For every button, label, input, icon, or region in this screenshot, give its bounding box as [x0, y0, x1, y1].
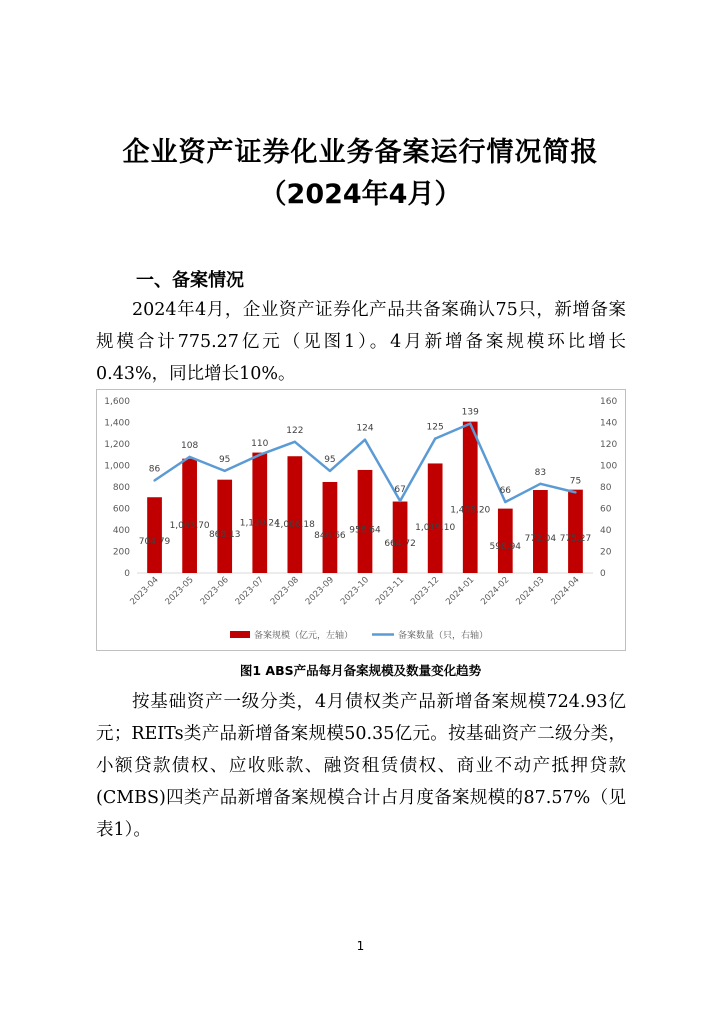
page-number: 1 [356, 939, 365, 953]
line-point [504, 501, 506, 503]
bar [428, 463, 443, 573]
y-left-tick-label: 0 [124, 569, 130, 579]
bar-data-label: 772.04 [524, 534, 557, 545]
x-tick-label: 2023-06 [198, 575, 231, 608]
line-point [364, 439, 366, 441]
x-axis-labels [128, 575, 581, 607]
line-point [434, 437, 436, 439]
bar [463, 422, 478, 573]
y-left-tick-label: 200 [112, 547, 130, 558]
bar [568, 490, 583, 573]
x-tick-label: 2024-02 [479, 575, 512, 608]
figure-caption: 图1 ABS产品每月备案规模及数量变化趋势 [239, 663, 482, 678]
line-point [574, 491, 576, 493]
bar-data-label: 1,063.70 [169, 520, 210, 531]
line-data-label: 139 [461, 407, 479, 418]
bar [182, 459, 197, 573]
y-right-tick-label: 160 [600, 397, 618, 407]
y-left-tick-label: 1,000 [104, 461, 130, 472]
y-left-tick-label: 1,400 [104, 418, 130, 429]
line-data-label: 67 [394, 484, 406, 495]
y-left-tick-label: 400 [112, 526, 130, 536]
line-data-label: 125 [426, 422, 444, 433]
line-data-label: 66 [499, 486, 512, 497]
legend-bar-label: 备案规模（亿元，左轴） [254, 631, 354, 641]
line-data-label: 110 [251, 438, 269, 449]
bar [252, 453, 267, 573]
x-tick-label: 2023-07 [233, 575, 266, 608]
bar-data-label: 1,019.10 [415, 522, 456, 533]
x-tick-label: 2023-09 [303, 575, 337, 608]
bar-data-label: 775.27 [559, 533, 592, 544]
bar-data-label: 1,120.24 [239, 518, 280, 529]
abs-chart [96, 389, 626, 651]
y-right-tick-label: 80 [600, 483, 612, 493]
paragraph-1: 2024年4月，企业资产证券化产品共备案确认75只，新增备案规模合计775.27亿元（见图1）。4月新增备案规模环比增长0.43%，同比增长10%。 [96, 300, 626, 384]
bar-data-label: 868.13 [208, 529, 241, 540]
bar-data-label: 958.64 [349, 525, 381, 536]
x-tick-label: 2024-03 [514, 575, 547, 608]
bar-data-label: 1,086.18 [274, 519, 315, 530]
line-data-label: 124 [356, 423, 374, 434]
line-point [294, 441, 296, 443]
y-right-tick-label: 0 [600, 569, 606, 579]
line-data-label: 108 [181, 440, 199, 451]
y-left-tick-label: 1,200 [104, 440, 130, 450]
line-point [259, 454, 261, 456]
line-point [329, 470, 331, 472]
legend-line-label: 备案数量（只，右轴） [398, 631, 489, 641]
bar [358, 470, 373, 573]
document-title: 企业资产证券化业务备案运行情况简报 [122, 137, 599, 168]
y-right-tick-label: 120 [600, 440, 618, 450]
bar-data-label: 846.66 [314, 530, 346, 541]
y-right-tick-label: 100 [600, 461, 618, 472]
y-right-tick-label: 40 [600, 526, 612, 536]
bar [217, 480, 232, 573]
line-point [188, 456, 190, 458]
x-tick-label: 2023-08 [268, 575, 301, 608]
paragraph-2: 按基础资产一级分类，4月债权类产品新增备案规模724.93亿元；REITs类产品新增备案规模50.35亿元。按基础资产二级分类，小额贷款债权、应收账款、融资租赁债权、商业不动产抵押贷款(CMBS)四类产品新增备案规模合计占月度备案规模的87.57%（见表1）。 [96, 692, 626, 840]
y-left-tick-label: 600 [112, 504, 130, 515]
x-tick-label: 2023-12 [409, 575, 442, 608]
bar-data-label: 704.79 [138, 537, 171, 548]
bar [393, 502, 408, 573]
legend-bar-swatch [230, 631, 250, 638]
line-point [469, 422, 471, 424]
y-left-tick-label: 1,600 [104, 397, 130, 407]
line-data-label: 75 [569, 476, 582, 487]
bar [147, 497, 162, 573]
bar [323, 482, 338, 573]
line-point [399, 500, 401, 502]
x-tick-label: 2024-01 [444, 575, 477, 608]
y-right-tick-label: 60 [600, 504, 612, 515]
line-data-label: 95 [324, 454, 336, 465]
bar [498, 509, 513, 573]
document-subtitle: （2024年4月） [259, 179, 462, 210]
line-point [153, 479, 155, 481]
section-heading: 一、备案情况 [136, 270, 244, 291]
y-left-tick-label: 800 [112, 483, 130, 493]
y-right-tick-label: 20 [600, 547, 612, 558]
bar-data-label: 598.94 [489, 541, 522, 552]
chart-svg [97, 390, 627, 652]
line-data-label: 83 [534, 467, 547, 478]
line-data-label: 86 [148, 464, 161, 475]
x-tick-label: 2023-11 [374, 575, 407, 608]
line-data-label: 122 [286, 425, 304, 436]
y-right-tick-label: 140 [600, 418, 618, 429]
bar-data-label: 664.72 [384, 538, 416, 549]
y-right-axis [600, 397, 617, 579]
y-left-axis [104, 397, 130, 579]
legend [230, 629, 488, 641]
line-point [223, 470, 225, 472]
x-tick-label: 2023-05 [163, 575, 196, 608]
line-data-label: 95 [218, 454, 231, 465]
bar [533, 490, 548, 573]
x-tick-label: 2024-04 [549, 575, 582, 608]
bar [287, 456, 302, 573]
bar-data-label: 1,408.20 [450, 505, 491, 516]
x-tick-label: 2023-04 [128, 575, 161, 608]
x-tick-label: 2023-10 [338, 575, 372, 608]
line-point [539, 483, 541, 485]
